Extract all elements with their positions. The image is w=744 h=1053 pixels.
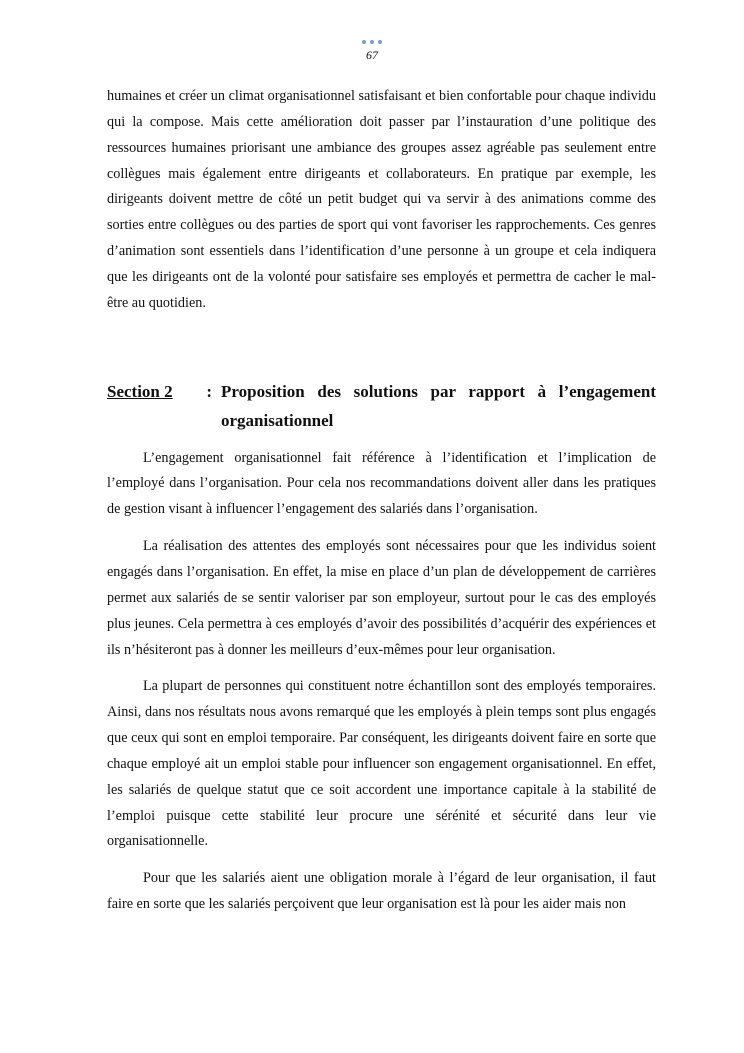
- document-body: [107, 84, 656, 918]
- page-number-dots-icon: [0, 40, 744, 46]
- paragraph: La plupart de personnes qui constituent notre échantillon sont des employés temporaires. Ainsi, dans nos résultats nous avons remarqué que les employés à plein temps sont plus engagés que ceux qui sont en emploi temporaire. Par conséquent, les dirigeants doivent faire en sorte que chaque employé ait un emploi stable pour influencer son engagement organisationnel. En effet, les salariés de quelque statut que ce soit accordent une importance capitale à la stabilité de l’emploi puisque cette stabilité leur procure une sérénité et sécurité dans leur vie organisationnelle.: [107, 678, 656, 850]
- paragraph-continuation: humaines et créer un climat organisationnel satisfaisant et bien confortable pour chaque individu qui la compose. Mais cette amélioration doit passer par l’instauration d’une politique des ressources humaines priorisant une ambiance des groupes assez agréable pas seulement entre collègues mais également entre dirigeants et collaborateurs. En pratique par exemple, les dirigeants doivent mettre de côté un petit budget qui va servir à des animations comme des sorties entre collègues ou des parties de sport qui vont favoriser les rapprochements. Ces genres d’animation sont essentiels dans l’identification d’une personne à un groupe et cela indiquera que les dirigeants ont de la volonté pour satisfaire ses employés et permettra de cacher le mal-être au quotidien.: [107, 88, 656, 311]
- section-label: Section 2: [107, 381, 173, 401]
- paragraph: L’engagement organisationnel fait référence à l’identification et l’implication de l’employé dans l’organisation. Pour cela nos recommandations doivent aller dans les pratiques de gestion visant à influencer l’engagement des salariés dans l’organisation.: [107, 449, 656, 518]
- section-heading: [107, 377, 656, 435]
- page-header: [0, 40, 744, 64]
- section-title: Proposition des solutions par rapport à l’engagement organisationnel: [221, 381, 656, 430]
- section-separator: :: [206, 381, 212, 401]
- paragraph: La réalisation des attentes des employés sont nécessaires pour que les individus soient engagés dans l’organisation. En effet, la mise en place d’un plan de développement de carrières permet aux salariés de se sentir valoriser par son employeur, surtout pour le cas des employés plus jeunes. Cela permettra à ces employés d’avoir des possibilités d’acquérir des expériences et ils n’hésiteront pas à donner les meilleurs d’eux-mêmes pour leur organisation.: [107, 538, 656, 658]
- paragraph: Pour que les salariés aient une obligation morale à l’égard de leur organisation, il faut faire en sorte que les salariés perçoivent que leur organisation est là pour les aider mais non: [107, 870, 656, 913]
- page-number: 67: [366, 48, 378, 62]
